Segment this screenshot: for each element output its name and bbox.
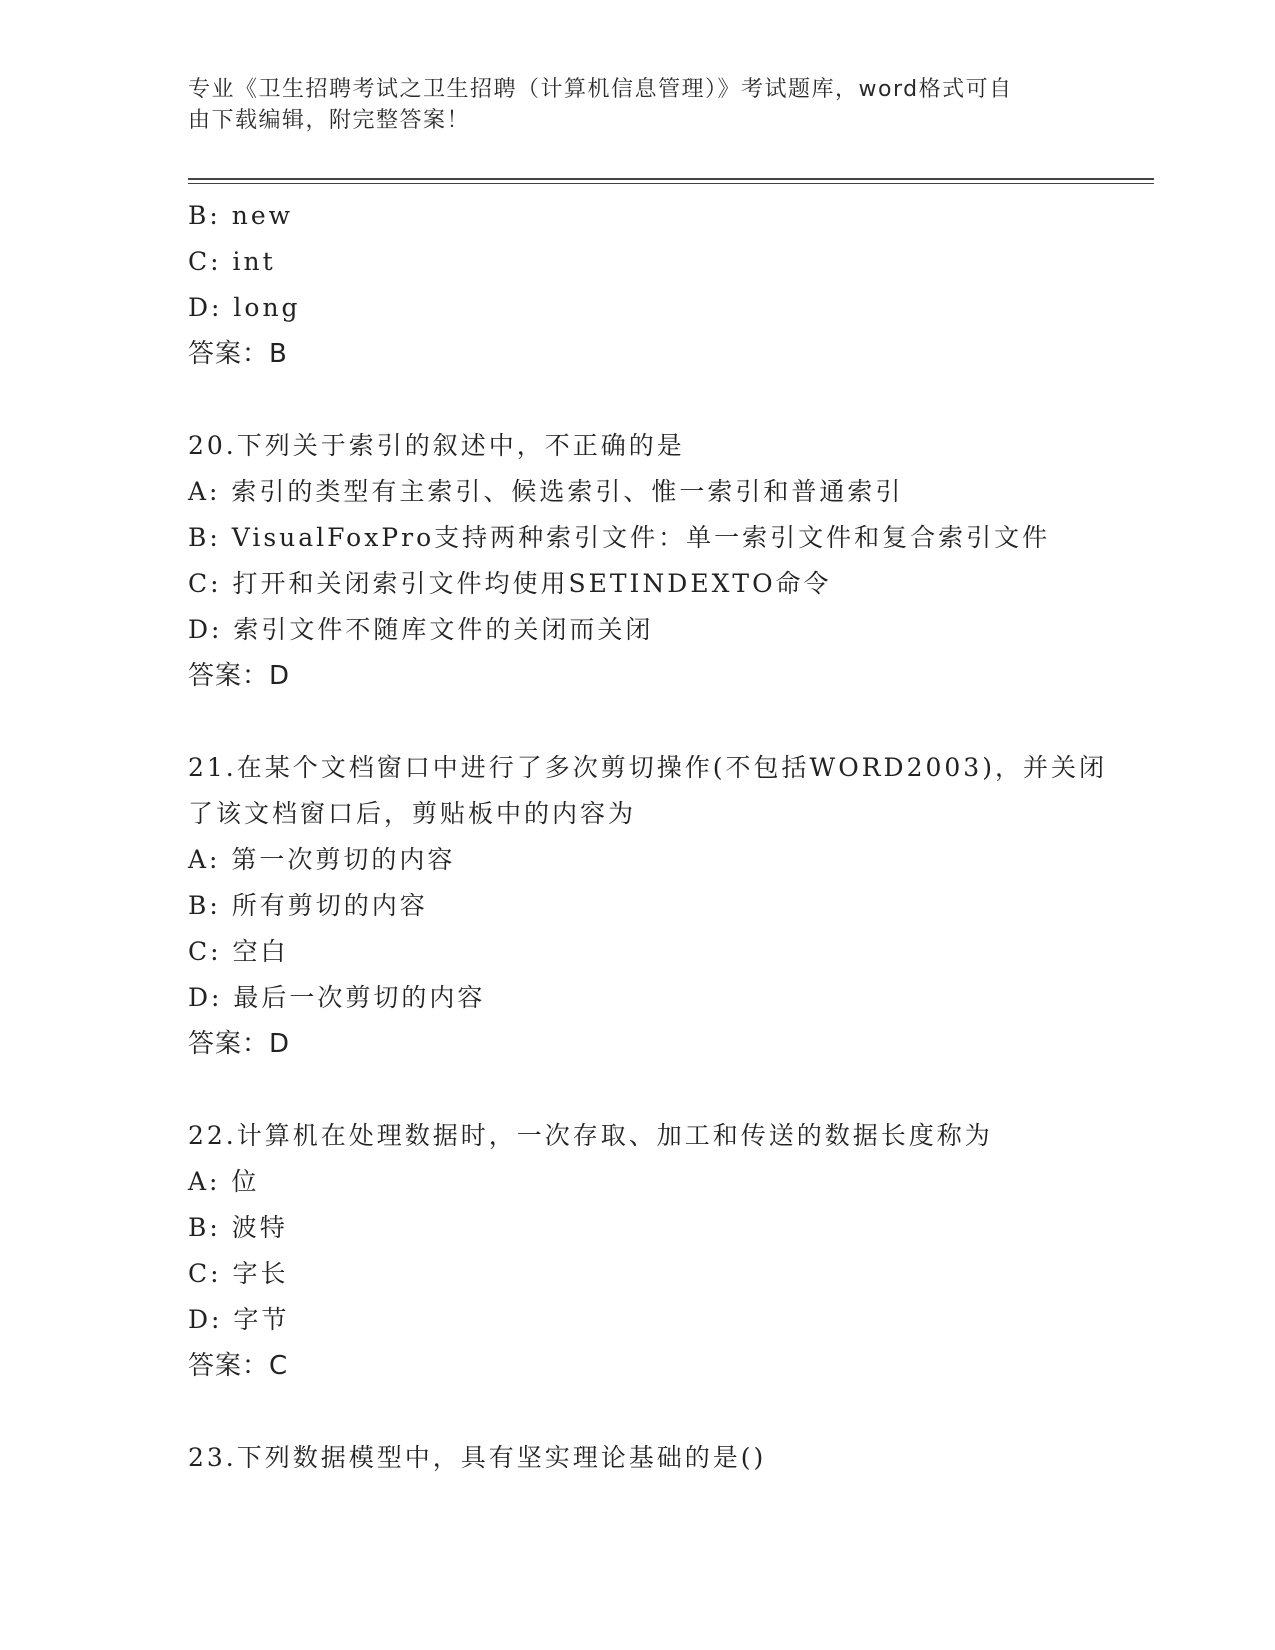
document-header xyxy=(188,74,1088,136)
spacer xyxy=(188,377,1138,423)
option-a: A: 位 xyxy=(188,1167,260,1196)
question-text-line-2: 了该文档窗口后，剪贴板中的内容为 xyxy=(188,799,637,828)
option-b: B: new xyxy=(188,201,294,230)
header-rule-thin xyxy=(188,183,1154,184)
spacer xyxy=(188,699,1138,745)
answer: 答案：B xyxy=(188,339,288,369)
spacer xyxy=(188,1389,1138,1435)
question-20 xyxy=(188,423,1138,699)
answer: 答案：C xyxy=(188,1351,289,1381)
question-text-line-1: 21.在某个文档窗口中进行了多次剪切操作(不包括WORD2003)，并关闭 xyxy=(188,753,1107,782)
question-21 xyxy=(188,745,1138,1067)
question-text: 20.下列关于索引的叙述中，不正确的是 xyxy=(188,431,685,460)
option-c: C: int xyxy=(188,247,276,276)
option-d: D: 最后一次剪切的内容 xyxy=(188,983,486,1012)
header-rule-thick xyxy=(188,178,1154,180)
option-c: C: 打开和关闭索引文件均使用SETINDEXTO命令 xyxy=(188,569,832,598)
spacer xyxy=(188,1067,1138,1113)
question-text: 22.计算机在处理数据时，一次存取、加工和传送的数据长度称为 xyxy=(188,1121,993,1150)
option-b: B: 波特 xyxy=(188,1213,288,1242)
option-d: D: 字节 xyxy=(188,1305,290,1334)
option-b: B: 所有剪切的内容 xyxy=(188,891,428,920)
option-d: D: 索引文件不随库文件的关闭而关闭 xyxy=(188,615,654,644)
option-b: B: VisualFoxPro支持两种索引文件：单一索引文件和复合索引文件 xyxy=(188,523,1051,552)
question-list xyxy=(188,193,1138,1481)
question-22 xyxy=(188,1113,1138,1389)
question-23 xyxy=(188,1435,1138,1481)
answer: 答案：D xyxy=(188,661,291,691)
option-c: C: 字长 xyxy=(188,1259,289,1288)
question-text: 23.下列数据模型中，具有坚实理论基础的是() xyxy=(188,1443,767,1472)
answer: 答案：D xyxy=(188,1029,291,1059)
option-c: C: 空白 xyxy=(188,937,289,966)
option-a: A: 索引的类型有主索引、候选索引、惟一索引和普通索引 xyxy=(188,477,904,506)
header-line-2: 由下载编辑，附完整答案！ xyxy=(188,108,471,133)
option-a: A: 第一次剪切的内容 xyxy=(188,845,456,874)
header-line-1: 专业《卫生招聘考试之卫生招聘（计算机信息管理）》考试题库，word格式可自 xyxy=(188,77,1013,102)
question-19 xyxy=(188,193,1138,377)
option-d: D: long xyxy=(188,293,301,322)
